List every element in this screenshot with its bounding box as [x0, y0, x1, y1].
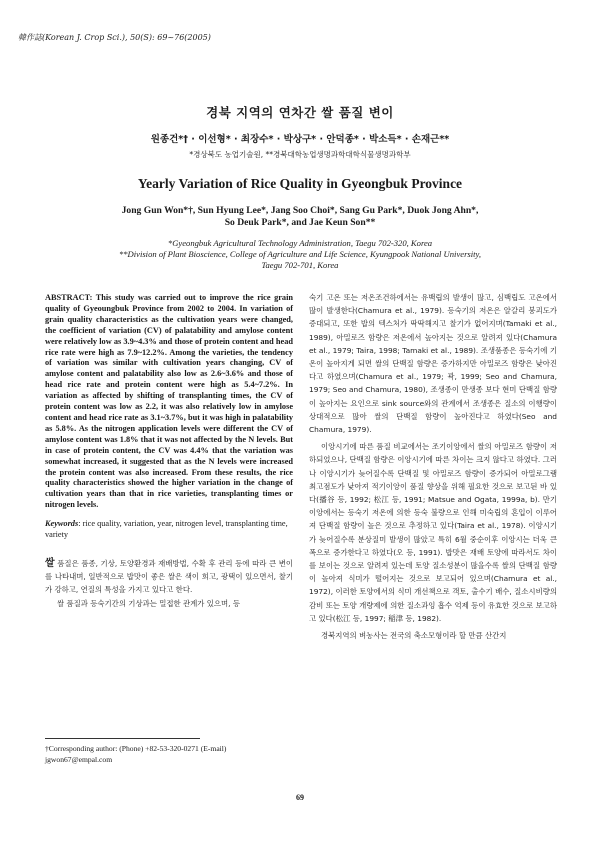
affiliation-line3: Taegu 702-701, Korea [261, 260, 339, 270]
english-authors-line2: So Deuk Park*, and Jae Keun Son** [224, 217, 376, 228]
keywords-text: : rice quality, variation, year, nitrogen level, transplanting time, variety [45, 519, 288, 540]
right-paragraph-3: 경북지역의 벼농사는 전국의 축소모형이라 할 만큼 산간지 [321, 631, 507, 641]
right-paragraph-2: 이앙시기에 따른 품질 비교에서는 조기이앙에서 쌀의 아밀로즈 함량이 저하되었으나, 단백질 함량은 이앙시기에 따른 차이는 크지 않다고 하였다. 그러나 이앙시기가 늦어질수록 단백질 및 아밀로즈 함량이 증가되어 아밀로그램 최고점도가 낮아져 적기이앙이 품질 향상을 위해 필요한 것으로 보고된 바 있다(播谷 등, 1992; 松江 등, 1991; Matsue and Ogata, 1999a, b). 만기이앙에서는 등숙기 저온에 의한 등숙 불량으로 인해 미숙립의 혼입이 이루어져 단백질 함량이 높은 것으로 추정하고 있다(Taira et al., 1978). 이앙시기가 늦어질수록 분상질미 발생이 많았고 특히 6월 중순이후 이앙시는 더욱 큰 폭으로 증가한다고 하였다(오 등, 1991). 밥맛은 재배 토양에 따라서도 차이를 보이는 것으로 알려져 있는데 토양 질소성분이 많을수록 쌀의 단백질 함량이 높아져 식미가 떨어지는 것으로 보고되어 있으며(Chamura et al., 1972), 이러한 토양에서의 식미 개선책으로 객토, 출수기 배수, 질소시비량의 감비 또는 토양 개량제에 의한 질소과잉 흡수 억제 등이 유효한 것으로 보고하고 있다(松江 등, 1997; 稲津 등, 1982). [309, 442, 557, 623]
english-title: Yearly Variation of Rice Quality in Gyeongbuk Province [137, 176, 463, 191]
right-paragraph-1: 숙기 고온 또는 저온조건하에서는 유백립의 발생이 많고, 심백립도 고온에서 많이 발생한다(Chamura et al., 1979). 등숙기의 저온은 알갈리 붕괴도가 증대되고, 또한 밥의 텍스처가 딱딱해지고 찰기가 없어지며(Tamaki et al., 1989), 아밀로즈 함량은 저온에서 높아지는 것으로 알려져 있다(Chamura et al., 1979; Taira, 1998; Tamaki et al., 1989). 조생품종은 등숙기에 기온이 높아지게 되면 쌀의 단백질 함량은 증가하지만 아밀로즈 함량은 낮아진다고 하였으며(Chamura et al., 1979; 곽, 1999; Seo and Chamura, 1979; Seo and Chamura, 1980), 조생종이 만생종 보다 현미 단백질 함량이 높아지는 요인으로 sink source와의 관계에서 조생종은 질소의 이행량이 상대적으로 많아 쌀의 단백질 함량이 높아진다고 하였다(Seo and Chamura, 1979). [309, 293, 557, 435]
affiliation-line1: *Gyeongbuk Agricultural Technology Administration, Taegu 702-320, Korea [167, 238, 433, 248]
intro-paragraph-1-text: 품질은 품종, 기상, 토양환경과 재배방법, 수확 후 관리 등에 따라 큰 변이를 나타내며, 일반적으로 밥맛이 좋은 쌀은 색이 희고, 광택이 있으면서, 찰기가 강하고, 연질의 특성을 가지고 있다고 한다. [45, 558, 293, 595]
korean-title: 경북 지역의 연차간 쌀 품질 변이 [206, 105, 394, 120]
affiliation-line2: **Division of Plant Bioscience, College of Agriculture and Life Science, Kyungpook National University, [118, 249, 482, 259]
english-affiliation [40, 238, 560, 271]
keywords-label: Keywords [45, 519, 79, 529]
right-column [309, 291, 557, 646]
intro-dropcap: 쌀 [45, 557, 55, 569]
intro-paragraph-1 [45, 557, 293, 597]
english-authors [60, 205, 540, 229]
keywords [45, 519, 293, 541]
page-number: 69 [296, 793, 304, 802]
korean-affiliation: *경상북도 농업기술원, **경북대학농업생명과학대학식물생명과학부 [189, 150, 411, 159]
english-authors-line1: Jong Gun Won*†, Sun Hyung Lee*, Jang Soo Choi*, Sang Gu Park*, Duok Jong Ahn*, [121, 205, 479, 216]
left-column [45, 293, 293, 610]
corresponding-author-footnote: †Corresponding author: (Phone) +82-53-320-0271 (E-mail) jgwon67@empal.com [45, 744, 227, 764]
intro-paragraph-2: 쌀 품질과 등숙기간의 기상과는 밀접한 관계가 있으며, 등 [57, 598, 241, 608]
abstract: ABSTRACT: This study was carried out to improve the rice grain quality of Gyeoungbuk Province from 2002 to 2004. In variation of grain quality characteristics as the cultivation years were changed, the coefficient of variation (CV) of palatability and amylose content were relatively low as 3.9~4.3% and those of protein content and head rice rate were high as 7.9~12.2%. Among the varieties, the tendency of variation was similar with cultivation years changing, CV of amylose content and palatability also low as 2.6~3.6% and those of head rice rate and protein content were high as 5.4~7.2%. In variation as affected by shifting of transplanting times, the CV of protein content was low as 2.2, it was also relatively low in amylose content and head rice rate as 3.1~3.7%, but it was high in palatability as 5.8%. As the nitrogen application levels were different the CV of amylose content was 1.8% that it was not affected by the N levels. But in case of protein content, the CV was 4.4% that the variation was somewhat increased, it suggested that as the N levels were increased the protein content was also increased. From these results, the rice quality characteristics showed the higher variation in the change of cultivation years than that in rice varieties, transplanting times or nitrogen levels. [45, 293, 293, 510]
korean-authors: 원종건*† · 이선형* · 최장수* · 박상구* · 안덕종* · 박소득* · 손재근** [150, 134, 450, 145]
journal-reference: 韓作誌(Korean J. Crop Sci.), 50(S): 69~76(2005) [18, 33, 211, 42]
introduction [45, 557, 293, 610]
footnote-rule [45, 738, 200, 739]
